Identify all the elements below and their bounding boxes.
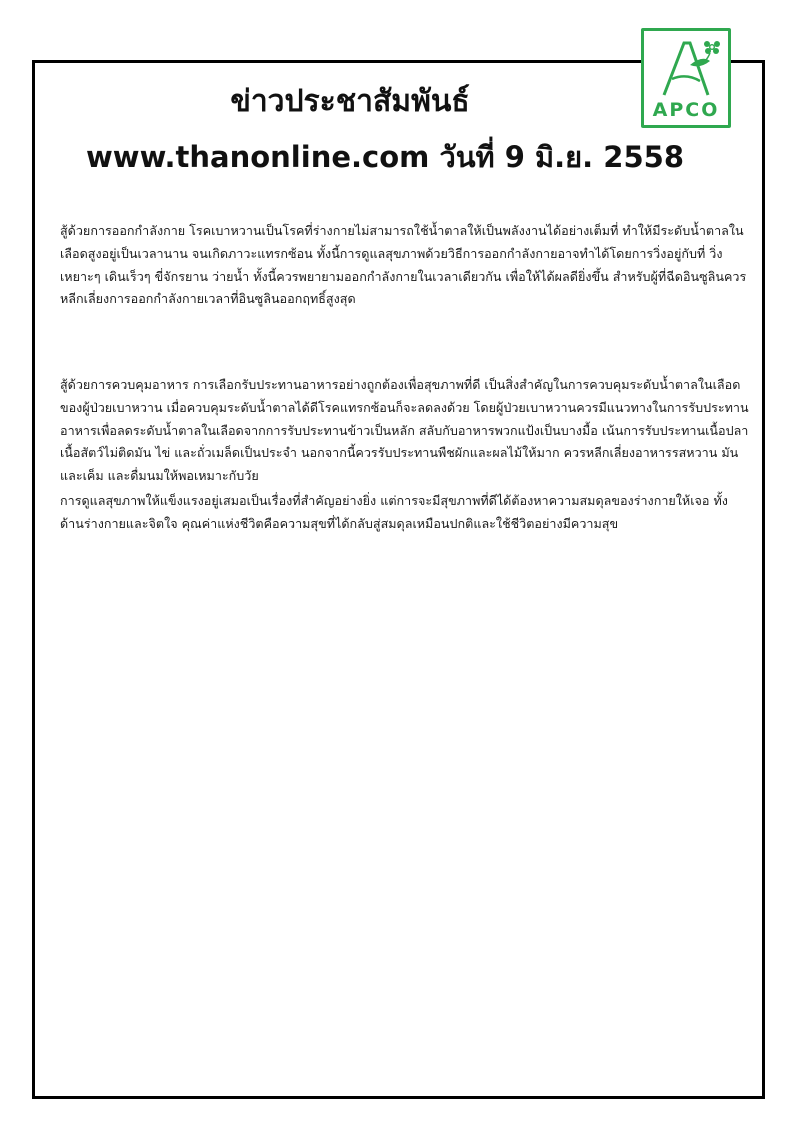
page-title: ข่าวประชาสัมพันธ์: [230, 84, 470, 119]
page-frame: [32, 60, 765, 1099]
page-subtitle: www.thanonline.com วันที่ 9 มิ.ย. 2558: [85, 140, 684, 174]
apco-logo: [641, 28, 731, 128]
paragraph-diet: สู้ด้วยการควบคุมอาหาร การเลือกรับประทานอาหารอย่างถูกต้องเพื่อสุขภาพที่ดี เป็นสิ่งสำคัญในการควบคุมระดับน้ำตาลในเลือดของผู้ป่วยเบาหวาน เมื่อควบคุมระดับน้ำตาลได้ดีโรคแทรกซ้อนก็จะลดลงด้วย โดยผู้ป่วยเบาหวานควรมีแนวทางในการรับประทานอาหารเพื่อลดระดับน้ำตาลในเลือดจากการรับประทานข้าวเป็นหลัก สลับกับอาหารพวกแป้งเป็นบางมื้อ เน้นการรับประทานเนื้อปลา เนื้อสัตว์ไม่ติดมัน ไข่ และถั่วเมล็ดเป็นประจำ นอกจากนี้ควรรับประทานพืชผักและผลไม้ให้มาก ควรหลีกเลี่ยงอาหารรสหวาน มัน และเค็ม และดื่มนมให้พอเหมาะกับวัย: [60, 377, 749, 484]
logo-text: APCO: [652, 99, 720, 121]
apco-flower-a-icon: [650, 35, 722, 99]
paragraph-exercise: สู้ด้วยการออกกำลังกาย โรคเบาหวานเป็นโรคที่ร่างกายไม่สามารถใช้น้ำตาลให้เป็นพลังงานได้อย่างเต็มที่ ทำให้มีระดับน้ำตาลในเลือดสูงอยู่เป็นเวลานาน จนเกิดภาวะแทรกซ้อน ทั้งนี้การดูแลสุขภาพด้วยวิธีการออกกำลังกายอาจทำได้โดยการวิ่งอยู่กับที่ วิ่งเหยาะๆ เดินเร็วๆ ขี่จักรยาน ว่ายน้ำ ทั้งนี้ควรพยายามออกกำลังกายในเวลาเดียวกัน เพื่อให้ได้ผลดียิ่งขึ้น สำหรับผู้ที่ฉีดอินซูลินควรหลีกเลี่ยงการออกกำลังกายเวลาที่อินซูลินออกฤทธิ์สูงสุด: [60, 223, 747, 307]
paragraph-balance: การดูแลสุขภาพให้แข็งแรงอยู่เสมอเป็นเรื่องที่สำคัญอย่างยิ่ง แต่การจะมีสุขภาพที่ดีได้ต้องหาความสมดุลของร่างกายให้เจอ ทั้งด้านร่างกายและจิตใจ คุณค่าแห่งชีวิตคือความสุขที่ได้กลับสู่สมดุลเหมือนปกติและใช้ชีวิตอย่างมีความสุข: [60, 493, 728, 531]
